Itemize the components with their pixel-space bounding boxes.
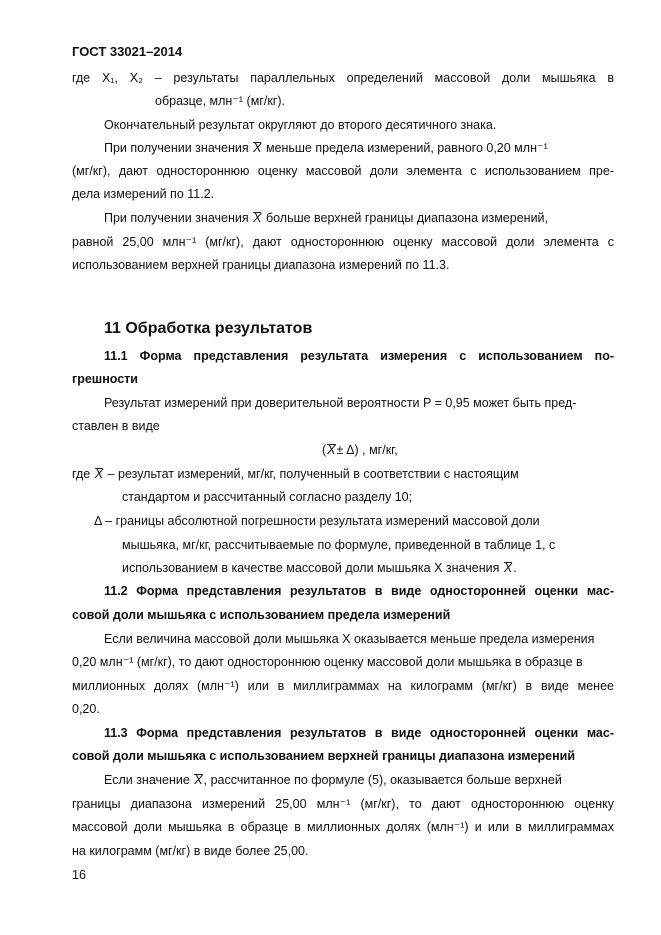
subsection-title: совой доли мышьяка с использованием предела измерений [72,608,451,622]
formula-paren: ( [322,443,327,457]
text-line: ставлен в виде [72,419,160,433]
x-bar-symbol: X [94,467,104,481]
text-line: массовой доли мышьяка в образце в миллионных долях (млн⁻¹) и или в миллиграммах [72,820,614,834]
section-title: 11 Обработка результатов [104,320,313,337]
x-bar-symbol: X [194,773,203,787]
text-line [104,211,614,226]
text-line: образце, млн⁻¹ (мг/кг). [155,94,285,108]
x-bar-symbol: X [503,561,513,575]
text-line: равной 25,00 млн⁻¹ (мг/кг), дают одностороннюю оценку массовой доли элемента с [72,235,614,249]
text-span: где [72,467,91,481]
text-line: миллионных долях (млн⁻¹) или в миллиграммах на килограмм (мг/кг) в виде менее [72,679,614,693]
subsection-title: совой доли мышьяка с использованием верхней границы диапазона измерений [72,749,576,763]
x-bar-symbol: X [253,141,262,155]
text-line: на килограмм (мг/кг) в виде более 25,00. [72,844,309,858]
subsection-title: 11.3 Форма представления результатов в виде односторонней оценки мас- [104,726,614,740]
x-bar-symbol: X [327,443,336,457]
text-span: При получении значения [104,211,249,225]
text-line: где X₁, X₂ – результаты параллельных определений массовой доли мышьяка в [72,71,614,85]
text-line: мышьяка, мг/кг, рассчитываемые по формуле, приведенной в таблице 1, с [122,538,556,552]
document-header: ГОСТ 33021–2014 [72,44,183,59]
subsection-title: 11.1 Форма представления результата измерения с использованием по- [104,349,614,363]
text-line: (мг/кг), дают одностороннюю оценку массовой доли элемента с использованием пре- [72,164,614,178]
text-span: использованием в качестве массовой доли мышьяка X значения [122,561,500,575]
text-line: Окончательный результат округляют до второго десятичного знака. [104,118,497,132]
text-line: дела измерений по 11.2. [72,187,215,201]
text-line: границы диапазона измерений 25,00 млн⁻¹ (мг/кг), то дают одностороннюю оценку [72,797,614,811]
text-span: , рассчитанное по формуле (5), оказывается больше верхней [203,773,562,787]
text-span: Если значение [104,773,190,787]
text-span: Δ [94,514,102,528]
formula [322,443,442,458]
text-line: стандартом и рассчитанный согласно разделу 10; [122,490,413,504]
subsection-title: 11.2 Форма представления результатов в виде односторонней оценки мас- [104,584,614,598]
text-span: – результат измерений, мг/кг, полученный в соответствии с настоящим [107,467,519,481]
subsection-title: грешности [72,372,138,386]
text-span: . [513,561,517,575]
text-span: При получении значения [104,141,249,155]
text-line: 0,20 млн⁻¹ (мг/кг), то дают одностороннюю оценку массовой доли мышьяка в образце в [72,655,583,669]
text-line: Если величина массовой доли мышьяка X оказывается меньше предела измерения [104,632,595,646]
text-line [122,561,612,576]
page-number: 16 [72,868,86,882]
text-line [104,773,614,788]
text-line [104,141,614,156]
formula-text: ± Δ) , мг/кг, [336,443,398,457]
text-line: 0,20. [72,702,100,716]
definition-line [94,514,614,529]
text-span: меньше предела измерений, равного 0,20 млн⁻¹ [265,141,548,155]
definition-line [72,467,614,482]
text-span: – границы абсолютной погрешности результата измерений массовой доли [105,514,540,528]
text-line: использованием верхней границы диапазона измерений по 11.3. [72,258,450,272]
text-span: больше верхней границы диапазона измерений, [265,211,549,225]
text-line: Результат измерений при доверительной вероятности P = 0,95 может быть пред- [104,396,577,410]
x-bar-symbol: X [253,211,262,225]
